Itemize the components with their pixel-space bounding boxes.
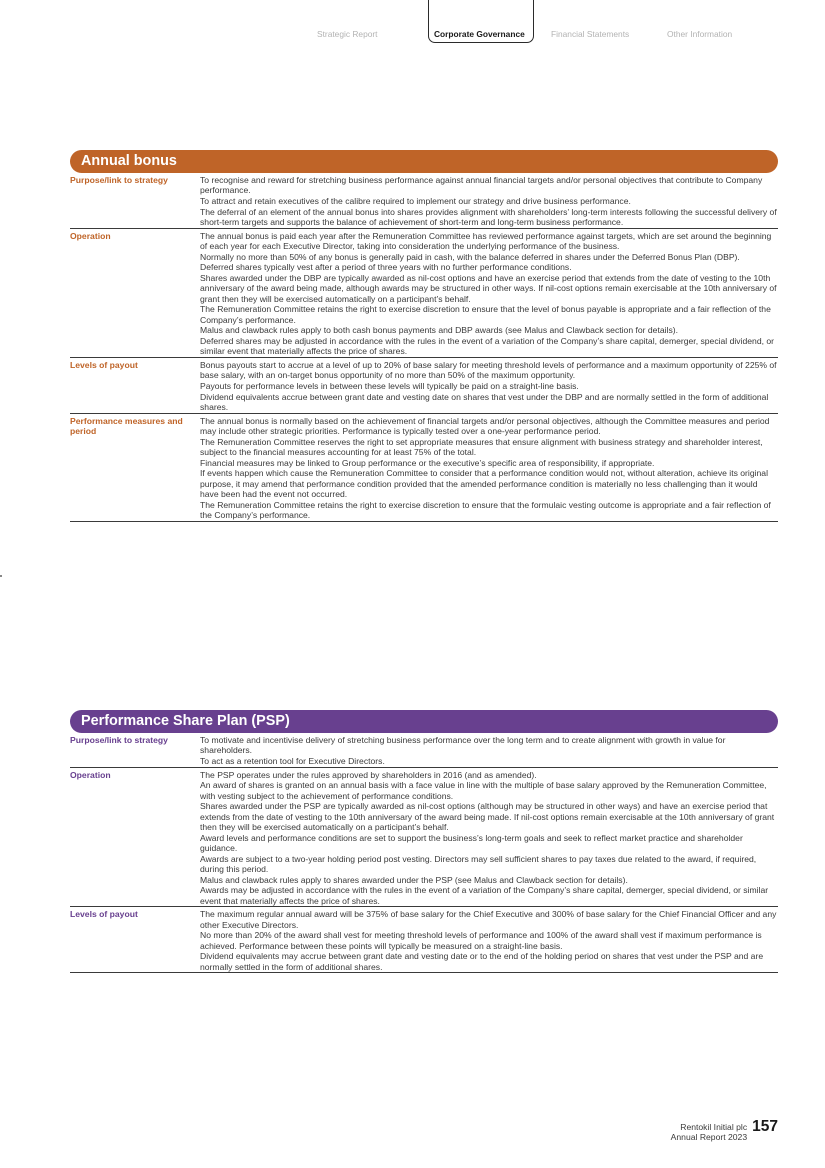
nav-tab-financial-statements[interactable]: Financial Statements — [551, 29, 630, 39]
paragraph: The deferral of an element of the annual bonus into shares provides alignment with shareholders’ long-term interests following the successful delivery of short-term targets and supports the balance of achievement of short-term and long-term business performance. — [200, 206, 777, 227]
annual-bonus-heading: Annual bonus — [70, 150, 778, 173]
row-label: Purpose/link to strategy — [70, 735, 168, 745]
margin-mark — [0, 575, 2, 577]
annual-bonus-section — [70, 150, 778, 522]
top-navigation — [0, 0, 825, 46]
paragraph: Awards are subject to a two-year holding period post vesting. Directors may sell sufficient shares to pay taxes due related to the award, if required, during this period. — [200, 853, 757, 874]
paragraph: Malus and clawback rules apply to both cash bonus payments and DBP awards (see Malus and Clawback section for details). — [200, 325, 678, 336]
paragraph: To act as a retention tool for Executive Directors. — [200, 755, 385, 766]
row-content — [200, 173, 778, 228]
table-row — [70, 358, 778, 414]
paragraph: Payouts for performance levels in between these levels will typically be paid on a straight-line basis. — [200, 380, 579, 391]
row-content — [200, 414, 778, 521]
paragraph: Deferred shares typically vest after a period of three years with no further performance conditions. — [200, 262, 572, 273]
psp-table — [70, 733, 778, 973]
paragraph: Malus and clawback rules apply to shares awarded under the PSP (see Malus and Clawback section for details). — [200, 874, 628, 885]
paragraph: An award of shares is granted on an annual basis with a face value in line with the multiple of base salary approved by the Remuneration Committee, with vesting subject to the achievement of performance conditions. — [200, 780, 767, 801]
row-label: Operation — [70, 769, 111, 780]
row-label: Performance measures and period — [70, 415, 183, 436]
paragraph: Normally no more than 50% of any bonus is generally paid in cash, with the balance deferred in shares under the Deferred Bonus Plan (DBP). — [200, 251, 740, 262]
paragraph: Shares awarded under the DBP are typically awarded as nil-cost options and have an exercise period that extends from the date of vesting to the 10th anniversary of the award being made, although awards may be structured in other ways. If nil-cost options remain exercisable at the 10th anniversary of grant then they will be exercised automatically on a participant’s behalf. — [200, 273, 777, 304]
paragraph: Dividend equivalents may accrue between grant date and vesting date or to the end of the holding period on shares that vest under the PSP and are normally settled in the form of additional shares. — [200, 951, 764, 972]
row-content — [200, 358, 778, 413]
row-content — [200, 907, 778, 972]
row-content — [200, 229, 778, 357]
paragraph: Financial measures may be linked to Group performance or the executive’s specific area of responsibility, if appropriate. — [200, 457, 655, 468]
row-content — [200, 733, 778, 767]
row-label: Operation — [70, 230, 111, 241]
psp-heading: Performance Share Plan (PSP) — [70, 710, 778, 733]
row-content — [200, 768, 778, 907]
nav-tab-strategic-report[interactable]: Strategic Report — [317, 29, 378, 39]
paragraph: The Remuneration Committee retains the right to exercise discretion to ensure that the level of bonus payable is appropriate and a fair reflection of the Company’s performance. — [200, 304, 771, 325]
page-footer — [670, 1117, 778, 1143]
annual-bonus-table — [70, 173, 778, 522]
paragraph: To motivate and incentivise delivery of stretching business performance over the long term and to create alignment with growth in value for shareholders. — [200, 735, 726, 756]
nav-tab-other-information[interactable]: Other Information — [667, 29, 733, 39]
paragraph: Bonus payouts start to accrue at a level of up to 20% of base salary for meeting threshold levels of performance and a maximum opportunity of 225% of base salary, with an on-target bonus opportunity of no more than 50% of the maximum opportunity. — [200, 359, 777, 381]
table-row — [70, 768, 778, 908]
paragraph: To attract and retain executives of the calibre required to implement our strategy and drive business performance. — [200, 195, 631, 206]
paragraph: Dividend equivalents accrue between grant date and vesting date on shares that vest under the DBP and are normally settled in the form of additional shares. — [200, 391, 769, 412]
table-row — [70, 414, 778, 522]
paragraph: The Remuneration Committee retains the right to exercise discretion to ensure that the formulaic vesting outcome is appropriate and a fair reflection of the Company’s performance. — [200, 499, 771, 520]
paragraph: If events happen which cause the Remuneration Committee to consider that a performance condition would not, without alteration, achieve its original purpose, it may amend that performance condition provided that the amended performance condition is materially no less challenging than it would have been had the event not occurred. — [200, 468, 768, 499]
table-row — [70, 173, 778, 229]
paragraph: Shares awarded under the PSP are typically awarded as nil-cost options (although may be structured in other ways) and have an exercise period that extends from the date of vesting to the 10th anniversary of the award being made. If nil-cost options remain exercisable at the 10th anniversary of grant then they will be exercised automatically on a participant’s behalf. — [200, 801, 775, 832]
row-label: Levels of payout — [70, 909, 138, 920]
paragraph: The Remuneration Committee reserves the right to set appropriate measures that ensure alignment with business strategy and shareholder interest, subject to the financial measures accounting for at least 75% of the total. — [200, 436, 763, 457]
nav-tab-corporate-governance[interactable]: Corporate Governance — [428, 0, 534, 43]
row-label: Levels of payout — [70, 359, 138, 370]
paragraph: The annual bonus is paid each year after the Remuneration Committee has reviewed performance against targets, which are set around the beginning of each year for each Executive Director, taking into consideration the underlying performance of the business. — [200, 230, 772, 251]
paragraph: No more than 20% of the award shall vest for meeting threshold levels of performance and 100% of the award shall vest if maximum performance is achieved. Performance between these points will typically be measured on a straight-line basis. — [200, 930, 762, 951]
footer-company: Rentokil Initial plc — [680, 1122, 748, 1132]
psp-section — [70, 710, 778, 973]
table-row — [70, 229, 778, 358]
paragraph: Deferred shares may be adjusted in accordance with the rules in the event of a variation of the Company’s share capital, demerger, special dividend, or similar event that materially affects the price of shares. — [200, 335, 775, 357]
page-number: 157 — [752, 1117, 778, 1135]
table-row — [70, 907, 778, 973]
paragraph: To recognise and reward for stretching business performance against annual financial targets and/or personal objectives that contribute to Company performance. — [200, 175, 763, 196]
table-row — [70, 733, 778, 768]
paragraph: Award levels and performance conditions are set to support the business’s long-term goals and seek to reflect market practice and shareholder guidance. — [200, 832, 743, 853]
paragraph: The PSP operates under the rules approved by shareholders in 2016 (and as amended). — [200, 769, 537, 780]
paragraph: The annual bonus is normally based on the achievement of financial targets and/or personal objectives, although the Committee measures and period may include other strategic priorities. Performance is typically tested over a one-year performance period. — [200, 415, 770, 436]
paragraph: Awards may be adjusted in accordance with the rules in the event of a variation of the Company’s share capital, demerger, special dividend, or similar event that materially affects the price of shares. — [200, 885, 769, 906]
paragraph: The maximum regular annual award will be 375% of base salary for the Chief Executive and 300% of base salary for the Chief Financial Officer and any other Executive Directors. — [200, 909, 777, 930]
row-label: Purpose/link to strategy — [70, 175, 168, 185]
footer-report: Annual Report 2023 — [670, 1132, 748, 1143]
footer-caption — [671, 1122, 747, 1143]
